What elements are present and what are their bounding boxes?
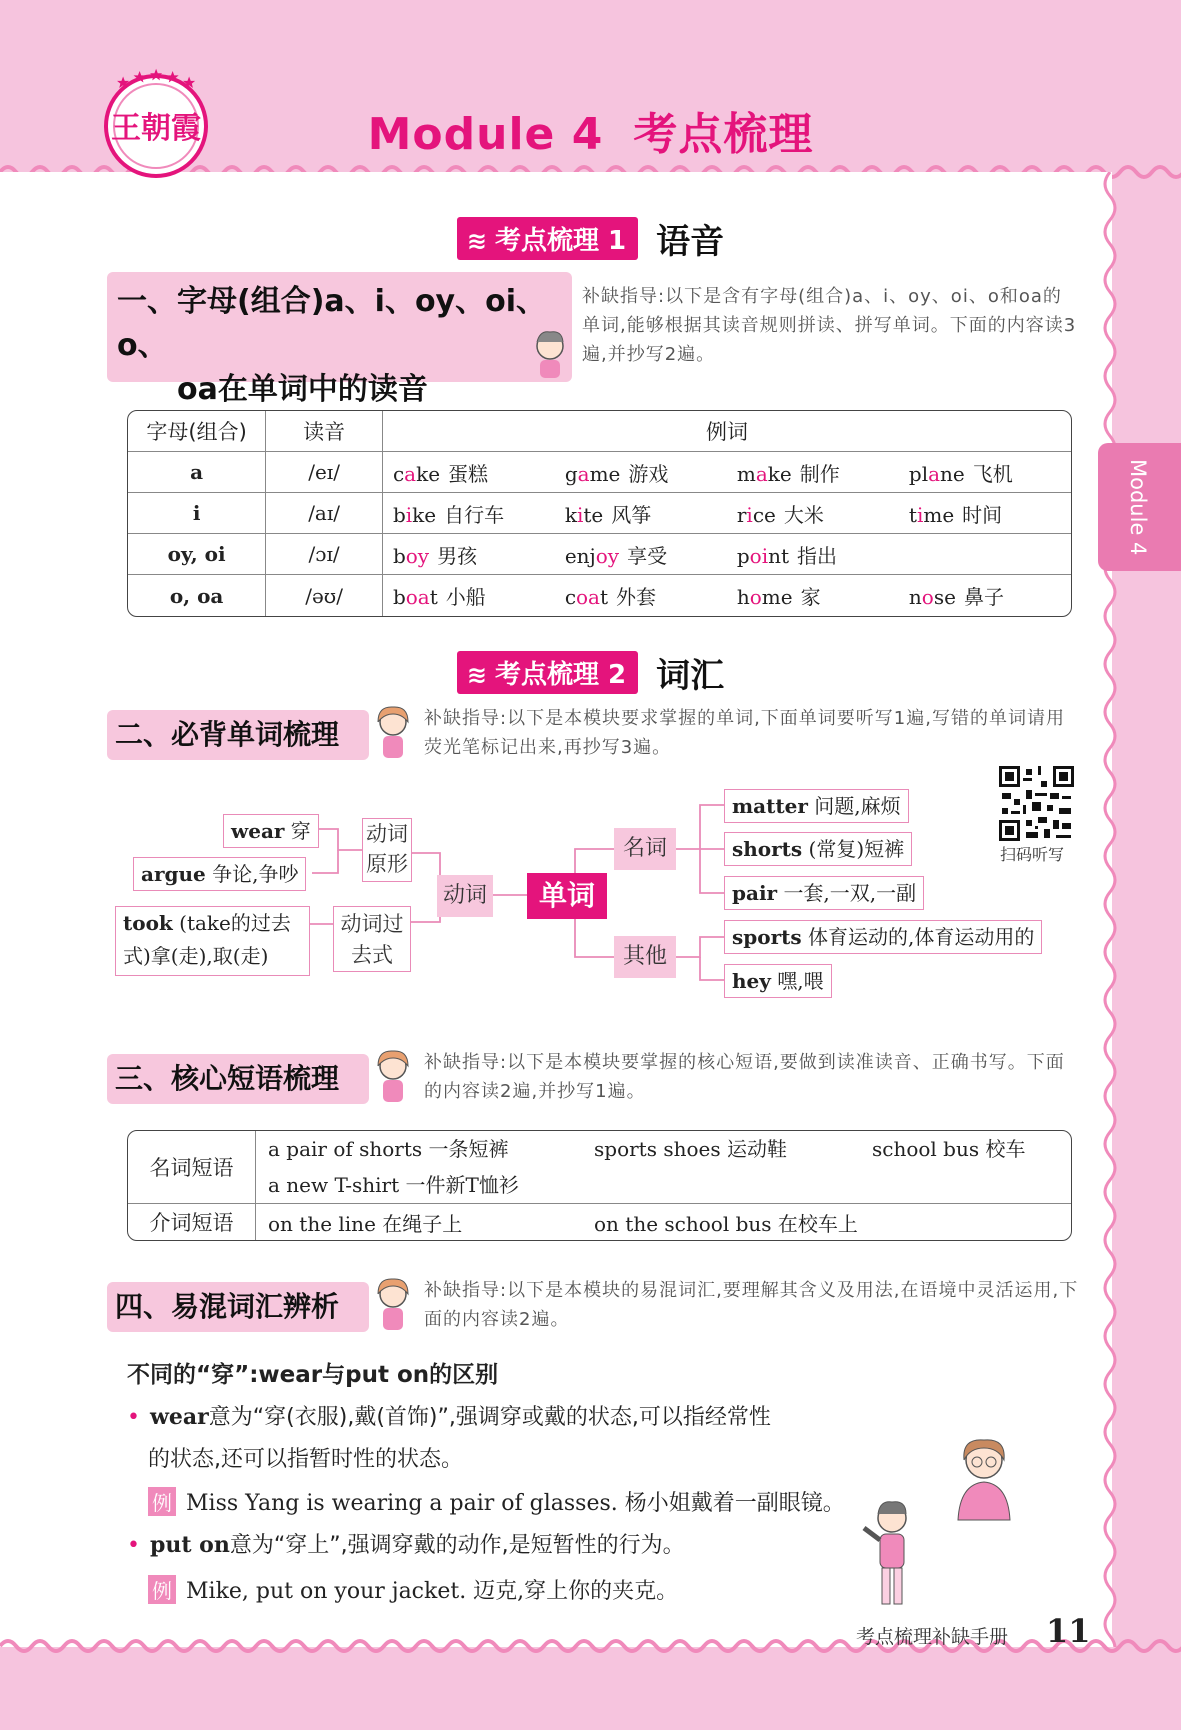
word-meaning: 游戏 (628, 461, 669, 486)
teacher-cartoon-icon (948, 1434, 1020, 1522)
bullet-icon: • (127, 1533, 140, 1558)
word-meaning: 蛋糕 (448, 461, 489, 486)
word-part-post: ke (412, 502, 437, 527)
example-puton: 例 Mike, put on your jacket. 迈克,穿上你的夹克。 (148, 1574, 678, 1605)
example-wear: 例 Miss Yang is wearing a pair of glasses. 杨小姐戴着一副眼镜。 (148, 1486, 845, 1517)
word-part-hl: oy (595, 543, 620, 568)
word-meaning: 小船 (445, 585, 486, 609)
word-meaning: 男孩 (437, 543, 478, 568)
word-meaning: 享受 (627, 543, 668, 568)
word-part-pre: c (392, 461, 405, 486)
sound-cell: /eɪ/ (266, 452, 383, 493)
qr-label: 扫码听写 (1000, 845, 1065, 864)
word-part-hl: o (749, 585, 762, 609)
section4-heading: 四、易混词汇辨析 (107, 1282, 369, 1332)
col-examples-header: 例词 (383, 411, 1071, 452)
letters-cell: oy, oi (128, 534, 266, 575)
node-other: 其他 (614, 936, 676, 978)
word-part-post: ke (416, 461, 441, 486)
girl-cartoon-icon (372, 1048, 414, 1104)
col-letters-header: 字母(组合) (128, 411, 266, 452)
word-part-pre: g (564, 461, 578, 486)
girl-cartoon-icon (372, 1276, 414, 1332)
node-verb-base: 动词原形 (362, 818, 412, 882)
word-hey: hey 嘿,喂 (724, 964, 832, 998)
word-meaning: 飞机 (972, 461, 1013, 486)
word-meaning: 家 (800, 585, 821, 609)
word-meaning: 制作 (799, 461, 840, 486)
word-part-hl: a (928, 461, 941, 486)
section2-guide: 补缺指导:以下是本模块要求掌握的单词,下面单词要听写1遍,写错的单词请用荧光笔标记出来,再抄写3遍。 (424, 708, 1065, 758)
letters-cell: i (128, 493, 266, 534)
word-meaning: 外套 (616, 585, 657, 609)
word-pair: pair 一套,一双,一副 (724, 876, 924, 910)
word-part-pre: m (736, 461, 756, 486)
word-meaning: 自行车 (444, 502, 505, 527)
word-part-hl: oi (749, 543, 769, 568)
node-verb: 动词 (437, 875, 493, 917)
phrase-item: school bus 校车 (872, 1137, 1026, 1161)
phrase-table (127, 1130, 1072, 1241)
sound-cell: /ɔɪ/ (266, 534, 383, 575)
word-meaning: 鼻子 (963, 585, 1004, 609)
word-part-post: nt (768, 543, 790, 568)
word-part-hl: oy (405, 543, 430, 568)
wear-puton-subtitle: 不同的“穿”:wear与put on的区别 (127, 1362, 499, 1388)
node-center: 单词 (527, 873, 607, 919)
section1-heading-line1: 一、字母(组合)a、i、oy、oi、o、 (117, 284, 547, 363)
sound-cell: /əʊ/ (266, 575, 383, 616)
word-part-pre: enj (564, 543, 596, 568)
kid-cartoon-icon (858, 1498, 922, 1610)
bullet-puton: • put on意为“穿上”,强调穿戴的动作,是短暂性的行为。 (127, 1532, 685, 1558)
word-part-pre: h (736, 585, 750, 609)
section2-badge: ≋ 考点梳理 2 (457, 651, 638, 694)
word-part-hl: oa (405, 585, 430, 609)
node-noun: 名词 (614, 828, 676, 870)
word-part-pre: pl (908, 461, 929, 486)
word-part-post: ne (940, 461, 965, 486)
sound-cell: /aɪ/ (266, 493, 383, 534)
section1-title: 语音 (656, 222, 725, 262)
word-argue: argue 争论,争吵 (133, 857, 306, 891)
word-part-post: te (583, 502, 604, 527)
wave-icon: ≋ (466, 227, 487, 255)
letters-cell: o, oa (128, 575, 266, 616)
word-part-post: ce (752, 502, 776, 527)
word-part-pre: r (736, 502, 747, 527)
word-part-post: ke (767, 461, 792, 486)
word-part-pre: k (564, 502, 577, 527)
word-part-pre: p (736, 543, 750, 568)
prep-phrase-label: 介词短语 (128, 1204, 256, 1240)
page-number: 11 (1046, 1612, 1091, 1650)
word-part-hl: i (746, 502, 753, 527)
section3-guide: 补缺指导:以下是本模块要掌握的核心短语,要做到读准读音、正确书写。下面的内容读2遍,并抄写1遍。 (424, 1052, 1065, 1102)
word-part-pre: b (392, 543, 406, 568)
word-meaning: 时间 (962, 502, 1003, 527)
word-part-hl: i (405, 502, 413, 527)
word-part-hl: a (755, 461, 768, 486)
word-wear: wear 穿 (223, 814, 319, 848)
section1-guide: 补缺指导:以下是含有字母(组合)a、i、oy、oi、o和oa的单词,能够根据其读音规则拼读、拼写单词。下面的内容读3遍,并抄写2遍。 (582, 286, 1077, 365)
word-part-post: t (599, 585, 609, 609)
phrase-item: sports shoes 运动鞋 (594, 1137, 787, 1161)
section2-title: 词汇 (656, 656, 725, 696)
page-title-module: Module 4 (367, 109, 604, 160)
word-part-post: me (589, 461, 621, 486)
section3-heading: 三、核心短语梳理 (107, 1054, 369, 1104)
example-badge: 例 (148, 1487, 176, 1516)
wave-icon: ≋ (466, 661, 487, 689)
word-part-hl: oa (576, 585, 600, 609)
word-shorts: shorts (常复)短裤 (724, 832, 912, 866)
word-part-hl: i (916, 502, 924, 527)
word-part-hl: i (576, 502, 584, 527)
phrase-item: on the line 在绳子上 (268, 1211, 463, 1236)
word-part-pre: c (564, 585, 577, 609)
bullet-wear: • wear意为“穿(衣服),戴(首饰)”,强调穿或戴的状态,可以指经常性 的状态,还可以指暂时性的状态。 (127, 1404, 771, 1472)
word-part-hl: a (404, 461, 417, 486)
word-part-post: se (933, 585, 956, 609)
word-part-pre: b (392, 585, 406, 609)
word-part-post: me (761, 585, 793, 609)
letters-cell: a (128, 452, 266, 493)
word-part-post: me (923, 502, 955, 527)
side-tab-label: Module 4 (1126, 459, 1150, 556)
phrase-item: on the school bus 在校车上 (594, 1211, 858, 1236)
word-part-hl: a (577, 461, 590, 486)
phrase-item: a pair of shorts 一条短裤 (268, 1137, 509, 1161)
word-part-hl: o (921, 585, 934, 609)
word-meaning: 指出 (797, 543, 838, 568)
word-part-pre: n (908, 585, 922, 609)
word-matter: matter 问题,麻烦 (724, 789, 909, 823)
example-badge: 例 (148, 1575, 176, 1604)
section1-badge: ≋ 考点梳理 1 (457, 217, 638, 260)
logo-text: 王朝霞 (111, 111, 201, 146)
noun-phrase-label: 名词短语 (128, 1131, 256, 1204)
section4-guide: 补缺指导:以下是本模块的易混词汇,要理解其含义及用法,在语境中灵活运用,下面的内容读2遍。 (424, 1280, 1079, 1330)
node-verb-past: 动词过去式 (333, 906, 411, 972)
word-part-pre: b (392, 502, 406, 527)
section2-heading: 二、必背单词梳理 (107, 710, 369, 760)
word-meaning: 大米 (783, 502, 824, 527)
page-title-cn: 考点梳理 (633, 109, 814, 160)
col-sound-header: 读音 (266, 411, 383, 452)
word-meaning: 风筝 (611, 502, 652, 527)
footer-label: 考点梳理补缺手册 (856, 1626, 1009, 1648)
word-part-pre: t (908, 502, 917, 527)
word-sports: sports 体育运动的,体育运动用的 (724, 920, 1042, 954)
word-took: took (take的过去式)拿(走),取(走) (115, 906, 310, 976)
word-part-post: t (429, 585, 438, 609)
phrase-item: a new T-shirt 一件新T恤衫 (268, 1173, 519, 1197)
bullet-icon: • (127, 1405, 140, 1430)
section1-heading-line2: oa在单词中的读音 (177, 372, 428, 407)
